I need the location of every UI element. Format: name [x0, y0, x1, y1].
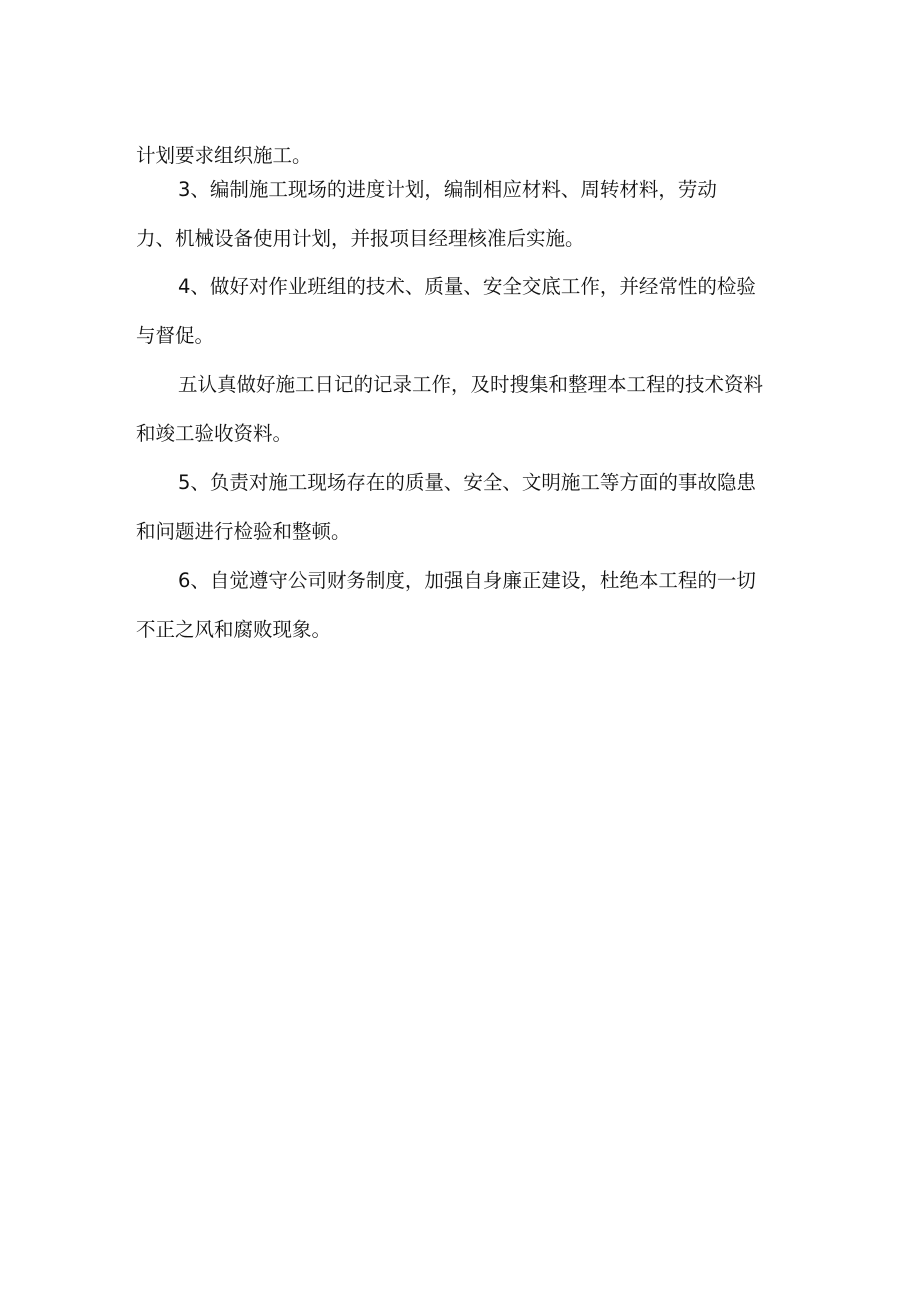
paragraph-line: 3、编制施工现场的进度计划，编制相应材料、周转材料，劳动 [178, 178, 717, 201]
paragraph-line: 计划要求组织施工。 [136, 144, 312, 167]
paragraph-line: 力、机械设备使用计划，并报项目经理核准后实施。 [136, 227, 585, 250]
paragraph-line: 4、做好对作业班组的技术、质量、安全交底工作，并经常性的检验 [178, 275, 756, 298]
paragraph-line: 不正之风和腐败现象。 [136, 618, 332, 641]
paragraph-line: 和竣工验收资料。 [136, 422, 293, 445]
paragraph-line: 6、自觉遵守公司财务制度，加强自身廉正建设，杜绝本工程的一切 [178, 569, 756, 592]
paragraph-line: 与督促。 [136, 324, 215, 347]
paragraph-line: 五认真做好施工日记的记录工作，及时搜集和整理本工程的技术资料 [178, 373, 764, 396]
paragraph-line: 和问题进行检验和整顿。 [136, 520, 351, 543]
paragraph-line: 5、负责对施工现场存在的质量、安全、文明施工等方面的事故隐患 [178, 471, 756, 494]
